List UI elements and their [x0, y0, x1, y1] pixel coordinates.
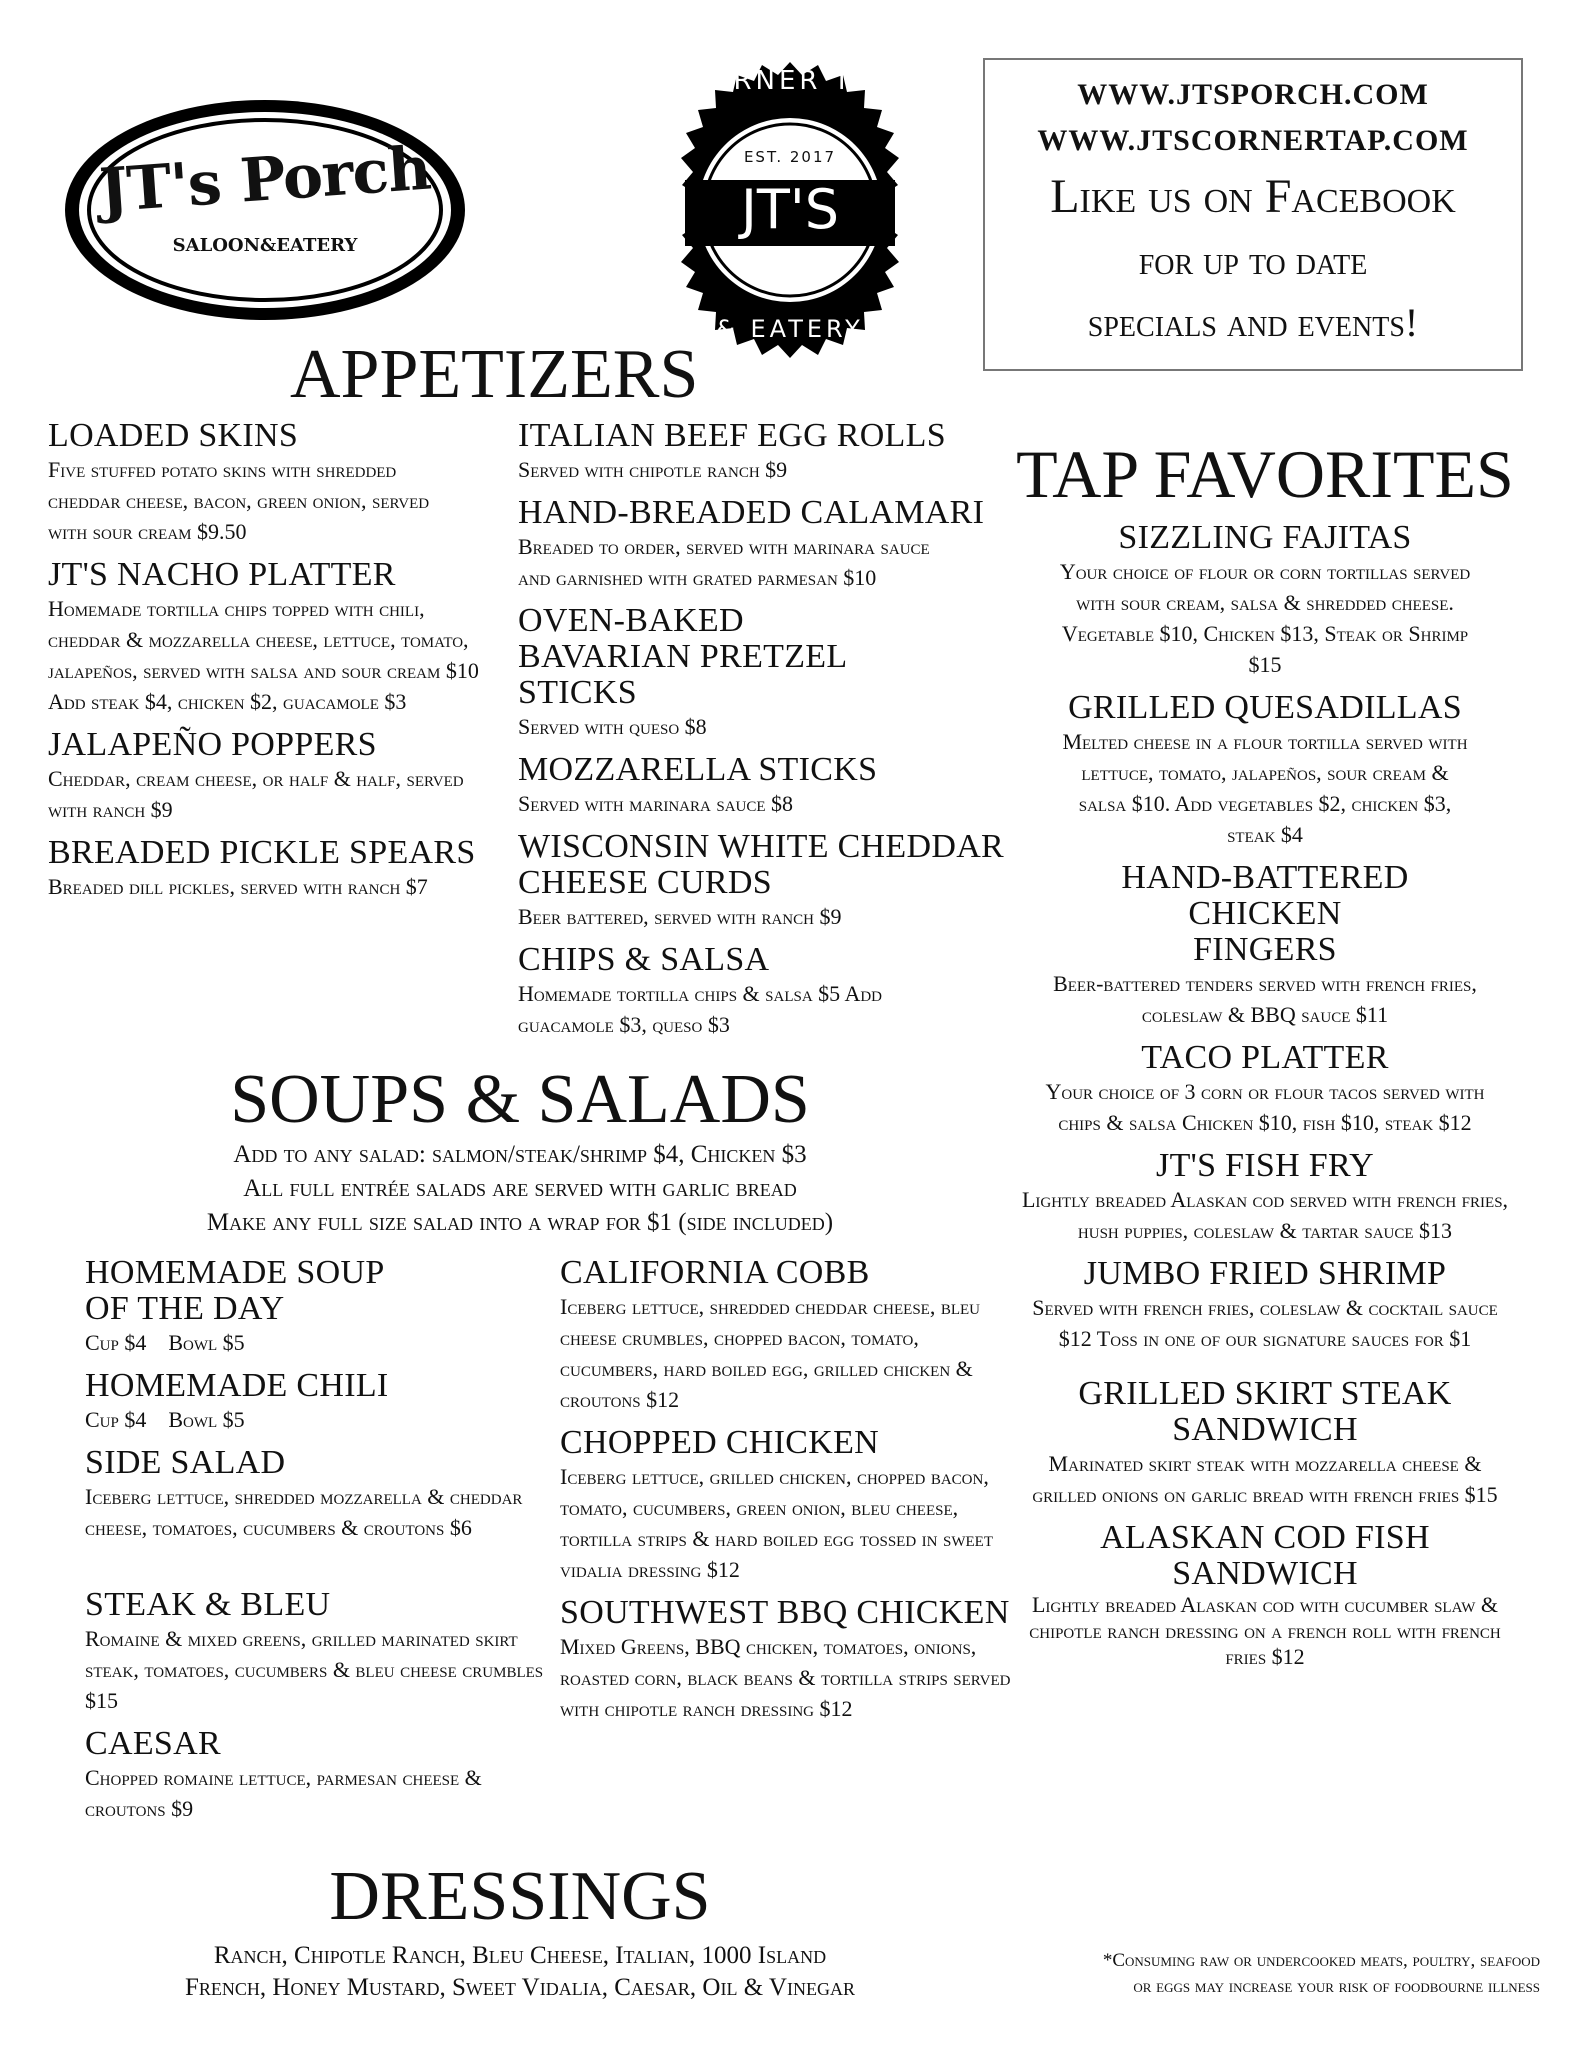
item-desc: Served with chipotle ranch $9 [518, 457, 788, 482]
item-desc: Iceberg lettuce, shredded cheddar cheese, bleu cheese crumbles, chopped bacon, tomato, cucumbers, hard boiled egg, grilled chicken & croutons $12 [560, 1294, 980, 1412]
soups-right-column [560, 1255, 1040, 1734]
menu-item [518, 829, 1008, 932]
item-name: TACO PLATTER [1141, 1039, 1389, 1076]
item-name: ALASKAN COD FISH SANDWICH [1100, 1519, 1430, 1592]
tap-favorites-column [1000, 520, 1530, 1680]
item-desc: Served with french fries, coleslaw & cocktail sauce $12 Toss in one of our signature sauces for $1 [1032, 1295, 1498, 1351]
menu-item [518, 418, 1008, 485]
menu-item [560, 1595, 1040, 1724]
item-desc: Served with marinara sauce $8 [518, 791, 794, 816]
menu-item [1000, 1040, 1530, 1138]
item-desc: Five stuffed potato skins with shredded cheddar cheese, bacon, green onion, served with sour cream $9.50 [48, 457, 430, 544]
jts-porch-logo [60, 95, 470, 325]
item-name: JT'S FISH FRY [1156, 1147, 1374, 1184]
item-desc: Homemade tortilla chips topped with chili, cheddar & mozzarella cheese, lettuce, tomato, jalapeños, served with salsa and sour cream $10 Add steak $4, chicken $2, guacamole $3 [48, 596, 479, 714]
menu-item [1000, 1376, 1530, 1510]
menu-item [48, 727, 478, 825]
item-desc: Cup $4 Bowl $5 [85, 1330, 245, 1355]
menu-item [518, 603, 1008, 742]
porch-website[interactable]: WWW.JTSPORCH.COM [1077, 78, 1429, 111]
appetizers-right-column [518, 418, 1008, 1050]
item-desc: Cheddar, cream cheese, or half & half, served with ranch $9 [48, 766, 464, 822]
item-name: HAND-BATTERED CHICKEN FINGERS [1121, 859, 1409, 968]
jts-corner-tap-logo [640, 60, 940, 360]
menu-item [48, 835, 478, 902]
item-desc: Beer-battered tenders served with french fries, coleslaw & BBQ sauce $11 [1053, 971, 1477, 1027]
menu-item [1000, 690, 1530, 850]
item-desc: Mixed Greens, BBQ chicken, tomatoes, onions, roasted corn, black beans & tortilla strips served with chipotle ranch dressing $12 [560, 1634, 1011, 1721]
item-desc: Your choice of 3 corn or flour tacos served with chips & salsa Chicken $10, fish $10, steak $12 [1045, 1079, 1485, 1135]
item-name: WISCONSIN WHITE CHEDDAR CHEESE CURDS [518, 828, 1005, 901]
disclaimer-line-1: *Consuming raw or undercooked meats, poultry, seafood [1102, 1950, 1540, 1971]
item-desc: Iceberg lettuce, grilled chicken, chopped bacon, tomato, cucumbers, green onion, bleu cheese, tortilla strips & hard boiled egg tossed in sweet vidalia dressing $12 [560, 1464, 993, 1582]
item-name: JALAPEÑO POPPERS [48, 726, 377, 763]
tap-logo-top-text: CORNER TAP [686, 66, 894, 96]
item-name: LOADED SKINS [48, 417, 299, 454]
item-desc: Lightly breaded Alaskan cod with cucumber slaw & chipotle ranch dressing on a french roll with french fries $12 [1029, 1592, 1501, 1669]
item-name: MOZZARELLA STICKS [518, 751, 878, 788]
item-name: OVEN-BAKED BAVARIAN PRETZEL STICKS [518, 602, 847, 711]
item-name: STEAK & BLEU [85, 1586, 331, 1623]
item-desc: Homemade tortilla chips & salsa $5 Add guacamole $3, queso $3 [518, 981, 883, 1037]
soups-note-3: Make any full size salad into a wrap for $1 (side included) [206, 1209, 834, 1236]
dressings-line-2: French, Honey Mustard, Sweet Vidalia, Caesar, Oil & Vinegar [185, 1974, 855, 2001]
menu-item [85, 1368, 545, 1435]
item-desc: Iceberg lettuce, shredded mozzarella & cheddar cheese, tomatoes, cucumbers & croutons $6 [85, 1484, 523, 1540]
menu-item [1000, 520, 1530, 680]
cornertap-website[interactable]: WWW.JTSCORNERTAP.COM [1037, 124, 1469, 157]
menu-item [85, 1587, 545, 1716]
item-name: BREADED PICKLE SPEARS [48, 834, 476, 871]
item-name: CHOPPED CHICKEN [560, 1424, 880, 1461]
item-name: GRILLED SKIRT STEAK SANDWICH [1078, 1375, 1452, 1448]
item-desc: Romaine & mixed greens, grilled marinated skirt steak, tomatoes, cucumbers & bleu cheese crumbles $15 [85, 1626, 544, 1713]
info-line-4: for up to date [1138, 238, 1368, 283]
facebook-line: Like us on Facebook [1050, 170, 1456, 223]
menu-item [518, 752, 1008, 819]
item-name: JUMBO FRIED SHRIMP [1083, 1255, 1447, 1292]
porch-logo-subtext: SALOON&EATERY [172, 235, 358, 256]
soups-salads-title: SOUPS & SALADS [230, 1061, 810, 1138]
dressings-title: DRESSINGS [329, 1858, 711, 1935]
menu-item [560, 1425, 1040, 1585]
item-name: SOUTHWEST BBQ CHICKEN [560, 1594, 1010, 1631]
menu-item [1000, 1520, 1530, 1670]
menu-item [48, 557, 478, 717]
menu-item [48, 418, 478, 547]
item-name: CAESAR [85, 1725, 221, 1762]
appetizers-left-column [48, 418, 478, 912]
item-name: SIZZLING FAJITAS [1118, 519, 1412, 556]
item-name: GRILLED QUESADILLAS [1068, 689, 1462, 726]
menu-item [1000, 860, 1530, 1030]
menu-item [85, 1445, 545, 1543]
disclaimer-line-2: or eggs may increase your risk of foodbourne illness [1133, 1976, 1540, 1997]
item-name: SIDE SALAD [85, 1444, 286, 1481]
item-name: HOMEMADE SOUP OF THE DAY [85, 1254, 384, 1327]
item-name: CHIPS & SALSA [518, 941, 770, 978]
item-desc: Cup $4 Bowl $5 [85, 1407, 245, 1432]
item-desc: Melted cheese in a flour tortilla served with lettuce, tomato, jalapeños, sour cream & salsa $10. Add vegetables $2, chicken $3, steak $4 [1062, 729, 1468, 847]
item-desc: Breaded dill pickles, served with ranch $7 [48, 874, 428, 899]
item-desc: Marinated skirt steak with mozzarella cheese & grilled onions on garlic bread with french fries $15 [1032, 1451, 1498, 1507]
porch-logo-text: JT's Porch [97, 133, 433, 227]
item-desc: Beer battered, served with ranch $9 [518, 904, 842, 929]
item-desc: Served with queso $8 [518, 714, 707, 739]
item-name: HOMEMADE CHILI [85, 1367, 389, 1404]
menu-item [85, 1255, 545, 1358]
menu-item [1000, 1256, 1530, 1354]
item-name: HAND-BREADED CALAMARI [518, 494, 985, 531]
item-name: ITALIAN BEEF EGG ROLLS [518, 417, 946, 454]
soups-note-2: All full entrée salads are served with garlic bread [243, 1175, 797, 1202]
info-line-5: specials and events! [1087, 300, 1419, 345]
item-name: CALIFORNIA COBB [560, 1254, 870, 1291]
tap-logo-est-text: EST. 2017 [743, 148, 837, 166]
item-desc: Chopped romaine lettuce, parmesan cheese & croutons $9 [85, 1765, 482, 1821]
soups-note-1: Add to any salad: salmon/steak/shrimp $4, Chicken $3 [233, 1141, 807, 1168]
soups-left-column [85, 1255, 545, 1834]
dressings-line-1: Ranch, Chipotle Ranch, Bleu Cheese, Italian, 1000 Island [213, 1942, 827, 1969]
tap-logo-bottom-text: & EATERY [716, 315, 864, 343]
menu-item [518, 942, 1008, 1040]
tap-logo-main-text: JT'S [740, 178, 840, 241]
menu-item [560, 1255, 1040, 1415]
tap-favorites-title: TAP FAVORITES [1016, 436, 1514, 512]
item-desc: Lightly breaded Alaskan cod served with french fries, hush puppies, coleslaw & tartar sauce $13 [1021, 1187, 1509, 1243]
menu-item [85, 1726, 545, 1824]
info-box [983, 58, 1523, 371]
item-desc: Your choice of flour or corn tortillas served with sour cream, salsa & shredded cheese. Vegetable $10, Chicken $13, Steak or Shrimp $15 [1059, 559, 1471, 677]
menu-item [518, 495, 1008, 593]
menu-item [1000, 1148, 1530, 1246]
appetizers-title: APPETIZERS [290, 336, 699, 413]
item-desc: Breaded to order, served with marinara sauce and garnished with grated parmesan $10 [518, 534, 930, 590]
item-name: JT'S NACHO PLATTER [48, 556, 396, 593]
